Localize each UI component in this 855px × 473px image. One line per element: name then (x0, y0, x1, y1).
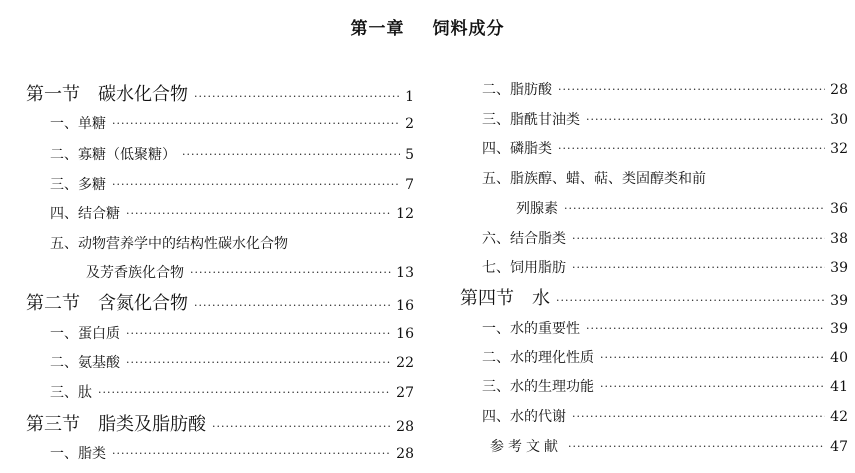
toc-item-3-3[interactable]: 三、脂酰甘油类 ····· 30 (482, 113, 848, 127)
toc-item-4-1[interactable]: 一、水的重要性 ····· 39 (482, 322, 848, 336)
leader-dots (572, 262, 825, 273)
toc-item-3-5-line2[interactable]: 列腺素 ····· 36 (516, 202, 848, 216)
leader-dots (98, 387, 391, 398)
leader-dots (586, 114, 825, 125)
toc-section-2[interactable]: 第二节 含氮化合物 ····· 16 (26, 295, 414, 313)
leader-dots (112, 179, 400, 190)
toc-item-3-4[interactable]: 四、磷脂类 ····· 32 (482, 142, 848, 156)
leader-dots (558, 143, 825, 154)
chapter-name: 饲料成分 (432, 19, 505, 39)
toc-item-1-3[interactable]: 三、多糖 ····· 7 (50, 178, 414, 192)
toc-item-3-5-line1[interactable]: 五、脂族醇、蜡、萜、类固醇类和前 (482, 171, 706, 187)
toc-item-3-7[interactable]: 七、饲用脂肪 ····· 39 (482, 261, 848, 275)
toc-item-4-3[interactable]: 三、水的生理功能 ····· 41 (482, 380, 848, 394)
toc-item-2-1[interactable]: 一、蛋白质 ····· 16 (50, 327, 414, 341)
leader-dots (572, 411, 825, 422)
toc-references[interactable]: 参考文献 ····· 47 (490, 440, 848, 454)
leader-dots (586, 323, 825, 334)
leader-dots (112, 448, 391, 459)
toc-item-1-2[interactable]: 二、寡糖（低聚糖） ····· 5 (50, 148, 414, 162)
toc-item-1-5-line2[interactable]: 及芳香族化合物 ····· 13 (86, 266, 414, 280)
leader-dots (112, 118, 400, 129)
leader-dots (600, 352, 825, 363)
chapter-number: 第一章 (350, 19, 405, 39)
toc-section-4[interactable]: 第四节 水 ····· 39 (460, 290, 848, 308)
toc-item-3-1[interactable]: 一、脂类 ····· 28 (50, 447, 414, 461)
toc-section-1[interactable]: 第一节 碳水化合物 ····· 1 (26, 86, 414, 104)
toc-item-3-6[interactable]: 六、结合脂类 ····· 38 (482, 232, 848, 246)
leader-dots (126, 328, 391, 339)
leader-dots (558, 84, 825, 95)
leader-dots (126, 208, 391, 219)
toc-section-3[interactable]: 第三节 脂类及脂肪酸 ····· 28 (26, 416, 414, 434)
leader-dots (194, 300, 391, 311)
leader-dots (600, 381, 825, 392)
toc-item-1-4[interactable]: 四、结合糖 ····· 12 (50, 207, 414, 221)
toc-item-2-2[interactable]: 二、氨基酸 ····· 22 (50, 356, 414, 370)
toc-item-4-4[interactable]: 四、水的代谢 ····· 42 (482, 410, 848, 424)
leader-dots (564, 203, 825, 214)
leader-dots (572, 233, 825, 244)
leader-dots (568, 441, 825, 452)
leader-dots (194, 91, 400, 102)
toc-item-1-1[interactable]: 一、单糖 ····· 2 (50, 117, 414, 131)
toc-item-2-3[interactable]: 三、肽 ····· 27 (50, 386, 414, 400)
leader-dots (126, 357, 391, 368)
leader-dots (556, 295, 825, 306)
toc-item-3-2[interactable]: 二、脂肪酸 ····· 28 (482, 83, 848, 97)
leader-dots (182, 149, 400, 160)
chapter-title (0, 14, 855, 39)
leader-dots (212, 421, 391, 432)
toc-item-1-5-line1[interactable]: 五、动物营养学中的结构性碳水化合物 (50, 236, 288, 252)
leader-dots (190, 267, 391, 278)
toc-item-4-2[interactable]: 二、水的理化性质 ····· 40 (482, 351, 848, 365)
